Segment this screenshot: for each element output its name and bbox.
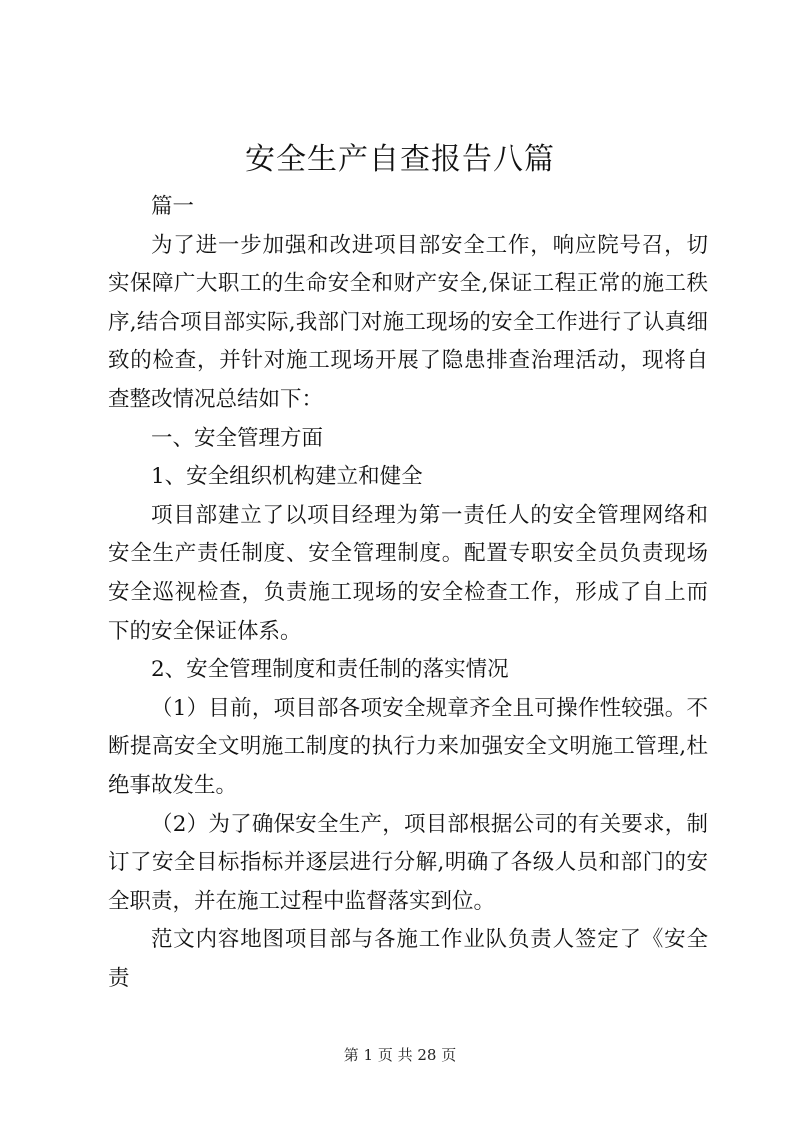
- subheading-system-implementation: 2、安全管理制度和责任制的落实情况: [151, 657, 509, 683]
- paragraph-contract: 范文内容地图项目部与各施工作业队负责人签定了《安全责: [108, 927, 708, 991]
- page-footer: 第 1 页 共 28 页: [343, 1046, 457, 1064]
- document-body: [108, 188, 708, 998]
- subheading-organization: 1、安全组织机构建立和健全: [151, 464, 423, 490]
- page-title: 安全生产自查报告八篇: [245, 142, 555, 177]
- paragraph-organization: 项目部建立了以项目经理为第一责任人的安全管理网络和安全生产责任制度、安全管理制度。配置专职安全员负责现场安全巡视检查，负责施工现场的安全检查工作，形成了自上而下的安全保证体系。: [108, 502, 708, 644]
- paragraph-section-label: 篇一: [151, 194, 195, 219]
- paragraph-item-1: （1）目前，项目部各项安全规章齐全且可操作性较强。不断提高安全文明施工制度的执行力来加强安全文明施工管理,杜绝事故发生。: [108, 695, 708, 798]
- paragraph-intro: 为了进一步加强和改进项目部安全工作，响应院号召，切实保障广大职工的生命安全和财产安全,保证工程正常的施工秩序,结合项目部实际,我部门对施工现场的安全工作进行了认真细致的检查，并针对施工现场开展了隐患排查治理活动，现将自查整改情况总结如下：: [108, 232, 708, 412]
- paragraph-item-2: （2）为了确保安全生产，项目部根据公司的有关要求，制订了安全目标指标并逐层进行分解,明确了各级人员和部门的安全职责，并在施工过程中监督落实到位。: [108, 811, 708, 914]
- heading-safety-management: 一、安全管理方面: [151, 425, 324, 451]
